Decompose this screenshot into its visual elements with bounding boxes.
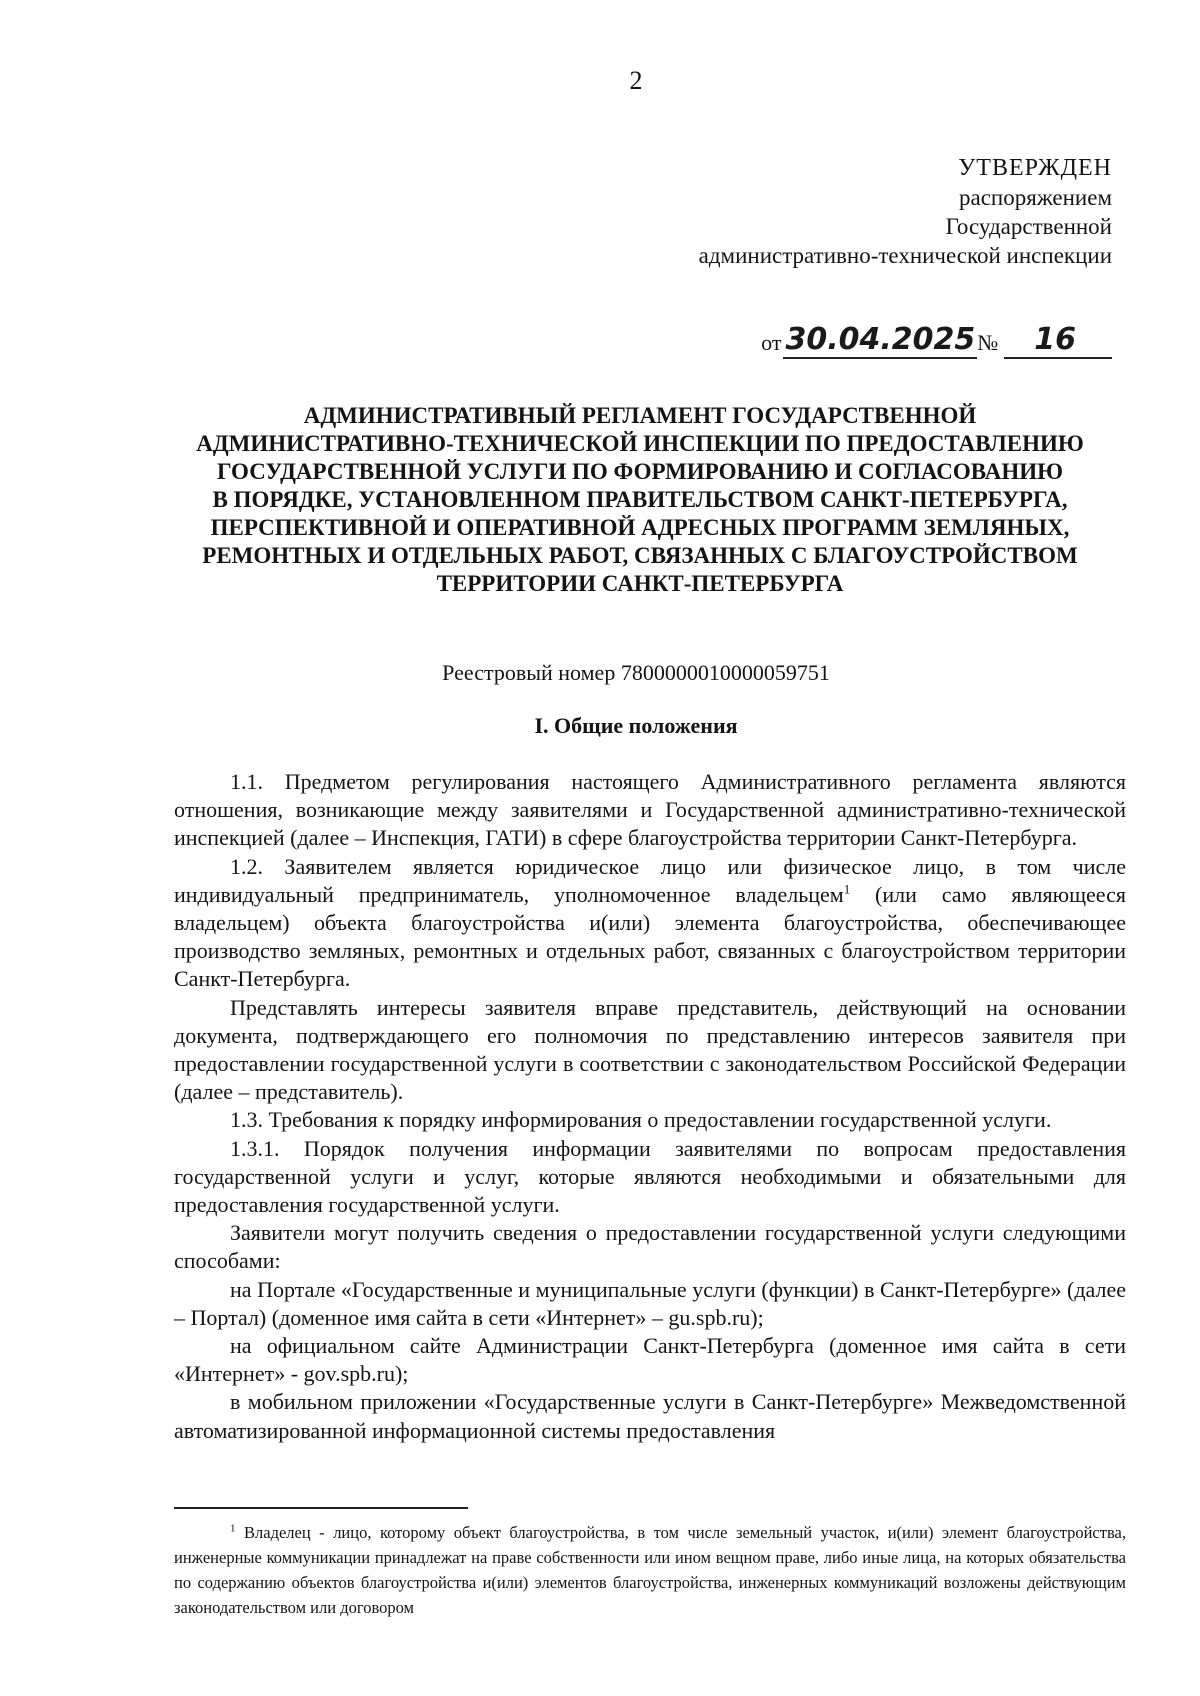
order-number-label: № <box>977 330 999 355</box>
footnote <box>174 1520 1126 1620</box>
paragraph-mobile-app: в мобильном приложении «Государственные услуги в Санкт-Петербурге» Межведомственной автоматизированной информационной системы предоставления <box>174 1389 1126 1443</box>
footnote-body: Владелец - лицо, которому объект благоустройства, в том числе земельный участок, и(или) элемент благоустройства, инженерные коммуникации принадлежат на праве собственности или ином вещном праве, либо иные лица, на которых обязательства по содержанию объектов благоустройства и(или) элементов благоустройства, инженерных коммуникаций возложены действующим законодательством или договором <box>174 1523 1126 1617</box>
paragraph-1-2-part-a: 1.2. Заявителем является юридическое лицо или физическое лицо, в том числе индивидуальный предприниматель, уполномоченное владельцем <box>174 853 1126 907</box>
document-title <box>150 402 1130 598</box>
paragraph-representative: Представлять интересы заявителя вправе представитель, действующий на основании документа, подтверждающего его полномочия по представлению интересов заявителя при предоставлении государственной услуги в соответствии с законодательством Российской Федерации (далее – представитель). <box>174 994 1126 1105</box>
paragraph-1-3-1: 1.3.1. Порядок получения информации заявителями по вопросам предоставления государственной услуги и услуг, которые являются необходимыми и обязательными для предоставления государственной услуги. <box>174 1135 1126 1218</box>
footnote-divider <box>174 1507 468 1509</box>
title-line: АДМИНИСТРАТИВНО-ТЕХНИЧЕСКОЙ ИНСПЕКЦИИ ПО ПРЕДОСТАВЛЕНИЮ <box>196 431 1084 456</box>
page-number: 2 <box>629 66 643 95</box>
paragraph-1-3: 1.3. Требования к порядку информирования о предоставлении государственной услуги. <box>230 1107 1052 1133</box>
title-line: АДМИНИСТРАТИВНЫЙ РЕГЛАМЕНТ ГОСУДАРСТВЕННОЙ <box>303 403 977 428</box>
approval-line-2: Государственной <box>945 214 1112 239</box>
footnote-text <box>174 1520 1126 1620</box>
paragraph-official-site: на официальном сайте Администрации Санкт-Петербурга (доменное имя сайта в сети «Интернет» - gov.spb.ru); <box>174 1333 1126 1387</box>
footnote-marker: 1 <box>230 1522 236 1535</box>
paragraph-1-2-part-b: (или само являющееся владельцем) объекта благоустройства и(или) элемента благоустройства, обеспечивающее производство земляных, ремонтных и отдельных работ, связанных с благоустройством территории Санкт-Петербурга. <box>174 881 1126 992</box>
paragraph-methods: Заявители могут получить сведения о предоставлении государственной услуги следующими способами: <box>174 1220 1126 1274</box>
title-line: РЕМОНТНЫХ И ОТДЕЛЬНЫХ РАБОТ, СВЯЗАННЫХ С БЛАГОУСТРОЙСТВОМ <box>202 543 1078 568</box>
registry-number: Реестровый номер 7800000010000059751 <box>442 660 830 685</box>
handwritten-order-number: 16 <box>1004 322 1112 359</box>
title-line: ТЕРРИТОРИИ САНКТ-ПЕТЕРБУРГА <box>436 571 844 596</box>
title-line: ГОСУДАРСТВЕННОЙ УСЛУГИ ПО ФОРМИРОВАНИЮ И СОГЛАСОВАНИЮ <box>217 459 1063 484</box>
title-line: ПЕРСПЕКТИВНОЙ И ОПЕРАТИВНОЙ АДРЕСНЫХ ПРОГРАММ ЗЕМЛЯНЫХ, <box>210 515 1070 540</box>
approval-line-3: административно-технической инспекции <box>698 243 1112 268</box>
section-heading: I. Общие положения <box>534 713 738 738</box>
order-prefix: от <box>761 330 782 355</box>
order-date-number-line <box>761 322 1112 359</box>
approved-heading: УТВЕРЖДЕН <box>958 155 1112 181</box>
title-line: В ПОРЯДКЕ, УСТАНОВЛЕННОМ ПРАВИТЕЛЬСТВОМ САНКТ-ПЕТЕРБУРГА, <box>212 487 1068 512</box>
document-body <box>174 768 1126 1445</box>
paragraph-1-1: 1.1. Предметом регулирования настоящего Административного регламента являются отношения, возникающие между заявителями и Государственной административно-технической инспекцией (далее – Инспекция, ГАТИ) в сфере благоустройства территории Санкт-Петербурга. <box>174 769 1126 851</box>
footnote-reference: 1 <box>843 881 851 897</box>
handwritten-order-date: 30.04.2025 <box>785 322 976 357</box>
paragraph-1-2 <box>174 853 1126 994</box>
paragraph-portal: на Портале «Государственные и муниципальные услуги (функции) в Санкт-Петербурге» (далее – Портал) (доменное имя сайта в сети «Интернет» – gu.spb.ru); <box>174 1276 1126 1330</box>
approval-line-1: распоряжением <box>959 185 1112 210</box>
approval-block <box>699 154 1112 270</box>
